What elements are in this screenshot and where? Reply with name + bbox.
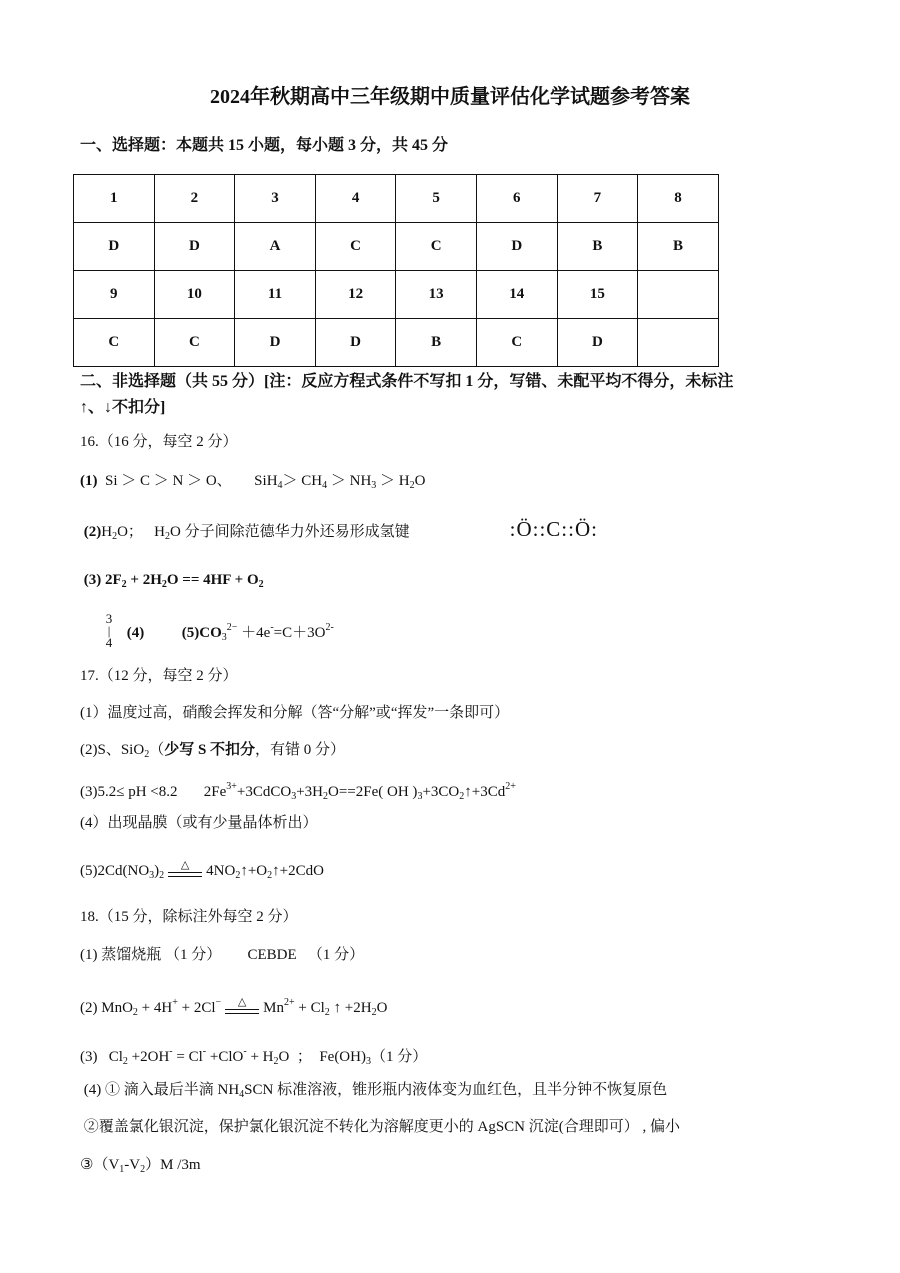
section-1-heading: 一、选择题：本题共 15 小题，每小题 3 分，共 45 分 — [80, 137, 449, 154]
question-number-cell: 5 — [396, 175, 477, 223]
question-number-cell — [638, 271, 719, 319]
answer-cell: D — [74, 223, 155, 271]
q16-heading — [80, 432, 238, 452]
question-number-cell: 9 — [74, 271, 155, 319]
text-segment: +3CdCO — [236, 784, 292, 800]
answer-cell: C — [154, 319, 235, 367]
text-segment: (5)CO — [144, 625, 222, 641]
q17-answer-2 — [80, 740, 345, 765]
question-number-cell: 14 — [476, 271, 557, 319]
text-segment: ↑+3Cd — [464, 784, 506, 800]
answer-cell: B — [557, 223, 638, 271]
question-number-cell: 10 — [154, 271, 235, 319]
answer-cell: C — [476, 319, 557, 367]
text-segment: (3)5.2≤ pH <8.2 2Fe — [80, 784, 227, 800]
q18-answer-4-3 — [80, 1155, 201, 1180]
answer-cell: D — [557, 319, 638, 367]
question-number-cell: 15 — [557, 271, 638, 319]
text-segment: ↑+2CdO — [272, 863, 324, 879]
heating-condition-sign — [225, 995, 259, 1019]
text-segment: Mn — [263, 1000, 284, 1016]
heating-condition-sign — [168, 858, 202, 882]
question-number-cell: 2 — [154, 175, 235, 223]
text-segment: (2) MnO — [80, 1000, 133, 1016]
superscript: − — [215, 997, 222, 1008]
question-number-cell: 12 — [315, 271, 396, 319]
superscript: 2+ — [283, 997, 295, 1008]
text-segment: ＞ H — [376, 473, 410, 489]
answer-cell: C — [74, 319, 155, 367]
subscript: 2 — [273, 1056, 279, 1067]
section-2-heading-cont: ↑、↓不扣分] — [80, 399, 166, 416]
text-segment: O； H — [117, 524, 166, 540]
answer-row — [74, 223, 719, 271]
superscript: + — [172, 997, 178, 1008]
subscript: 2 — [324, 1007, 330, 1018]
text-segment: ，有错 0 分） — [255, 742, 346, 758]
subscript: 4 — [322, 480, 328, 491]
superscript: - — [243, 1046, 247, 1057]
text-segment: O==2Fe( OH ) — [328, 784, 418, 800]
section-2-heading: 二、非选择题（共 55 分）[注：反应方程式条件不写扣 1 分，写错、未配平均不得分，未标注 — [80, 373, 734, 390]
subscript: 3 — [221, 632, 227, 643]
q18-answer-1 — [80, 945, 364, 965]
superscript: 3+ — [226, 781, 237, 792]
text-segment: (1) 蒸馏烧瓶 （1 分） CEBDE （1 分） — [80, 947, 365, 963]
subscript: 2 — [112, 531, 118, 542]
superscript: - — [169, 1046, 173, 1057]
text-segment: 16.（16 分，每空 2 分） — [80, 434, 238, 450]
text-segment: ③（V — [80, 1157, 120, 1173]
q17-answer-3 — [80, 777, 516, 807]
superscript: 2− — [226, 622, 238, 633]
text-segment: +3H — [296, 784, 324, 800]
question-number-cell: 13 — [396, 271, 477, 319]
text-segment: +ClO — [206, 1049, 244, 1065]
text-segment: O 分子间除范德华力外还易形成氢键 — [170, 524, 410, 540]
text-segment: ＞ NH — [327, 473, 372, 489]
text-segment: + 2Cl — [177, 1000, 216, 1016]
text-segment: +3CO — [422, 784, 460, 800]
text-segment: (4）出现晶膜（或有少量晶体析出） — [80, 815, 318, 831]
answer-cell: B — [638, 223, 719, 271]
text-segment: (4) ① 滴入最后半滴 NH — [80, 1082, 240, 1098]
text-segment: =C＋3O — [273, 625, 326, 641]
text-segment: ②覆盖氯化银沉淀，保护氯化银沉淀不转化为溶解度更小的 AgSCN 沉淀(合理即可） , 偏小 — [80, 1119, 681, 1135]
subscript: 2 — [235, 870, 241, 881]
superscript: - — [270, 622, 274, 633]
subscript: 3 — [365, 1056, 371, 1067]
subscript: 2 — [409, 480, 415, 491]
subscript: 3 — [149, 870, 155, 881]
text-segment: 18.（15 分，除标注外每空 2 分） — [80, 909, 298, 925]
double-line — [168, 872, 202, 877]
answer-cell: D — [476, 223, 557, 271]
text-segment: (5)2Cd(NO — [80, 863, 150, 879]
answer-cell — [638, 319, 719, 367]
subscript: 2 — [140, 1164, 146, 1175]
text-segment — [80, 625, 103, 641]
text-segment: （1 分） — [370, 1049, 428, 1065]
question-number-row — [74, 271, 719, 319]
text-segment: ）M /3m — [145, 1157, 201, 1173]
answer-cell: C — [315, 223, 396, 271]
text-segment: + H — [246, 1049, 274, 1065]
subscript: 4 — [239, 1089, 245, 1100]
q17-answer-1 — [80, 703, 509, 723]
q16-answer-3 — [80, 570, 264, 595]
q18-answer-2 — [80, 993, 387, 1023]
subscript: 1 — [119, 1164, 125, 1175]
subscript: 2 — [267, 870, 273, 881]
text-segment: ＋4e — [237, 625, 271, 641]
q16-answer-1 — [80, 471, 425, 496]
superscript: 2- — [325, 622, 334, 633]
answer-cell: A — [235, 223, 316, 271]
subscript: 2 — [258, 579, 264, 590]
text-segment: H — [101, 524, 113, 540]
text-segment: ↑+O — [240, 863, 268, 879]
subscript: 2 — [122, 1056, 128, 1067]
text-segment: (2) — [80, 524, 102, 540]
q18-answer-3 — [80, 1042, 427, 1072]
fraction-three-quarters: 3|4 — [101, 610, 117, 647]
subscript: 2 — [161, 579, 167, 590]
text-segment: (4) — [115, 625, 145, 641]
co2-electron-formula: :Ö::C::Ö: — [509, 517, 598, 541]
subscript: 2 — [371, 1007, 377, 1018]
text-segment: = Cl — [172, 1049, 203, 1065]
subscript: 3 — [291, 791, 297, 802]
subscript: 3 — [371, 480, 377, 491]
answer-cell: B — [396, 319, 477, 367]
q17-answer-5 — [80, 858, 324, 886]
text-segment: Si ＞ C ＞ N ＞ O、 SiH — [97, 473, 278, 489]
heat-triangle-icon: △ — [180, 858, 190, 871]
question-number-cell: 6 — [476, 175, 557, 223]
double-line — [225, 1009, 259, 1014]
text-segment: O — [414, 473, 426, 489]
text-segment: -V — [124, 1157, 141, 1173]
superscript: 2+ — [505, 781, 516, 792]
q17-heading — [80, 666, 238, 686]
question-number-cell: 11 — [235, 271, 316, 319]
q17-answer-4 — [80, 813, 318, 833]
q18-heading — [80, 907, 298, 927]
answer-cell: C — [396, 223, 477, 271]
subscript: 2 — [459, 791, 465, 802]
heat-triangle-icon: △ — [237, 995, 247, 1008]
text-segment: (1）温度过高，硝酸会挥发和分解（答“分解”或“挥发”一条即可） — [80, 705, 510, 721]
q16-answer-4-5 — [80, 610, 334, 648]
text-segment: (3) Cl — [80, 1049, 123, 1065]
subscript: 4 — [277, 480, 283, 491]
subscript: 2 — [121, 579, 127, 590]
text-segment: (2)S、SiO — [80, 742, 145, 758]
question-number-cell: 4 — [315, 175, 396, 223]
answer-table — [73, 174, 719, 367]
text-segment: 4NO — [206, 863, 236, 879]
question-number-cell: 1 — [74, 175, 155, 223]
subscript: 2 — [165, 531, 171, 542]
text-segment: ) — [154, 863, 160, 879]
q16-answer-2 — [80, 519, 598, 547]
page-title: 2024年秋期高中三年级期中质量评估化学试题参考答案 — [210, 86, 690, 108]
subscript: 2 — [159, 870, 165, 881]
question-number-cell: 3 — [235, 175, 316, 223]
text-segment: (1) — [80, 473, 98, 489]
subscript: 2 — [323, 791, 329, 802]
text-segment: O — [376, 1000, 388, 1016]
question-number-row — [74, 175, 719, 223]
text-segment: （ — [149, 742, 165, 758]
text-segment: ＞ CH — [282, 473, 323, 489]
q18-answer-4-1 — [80, 1080, 667, 1105]
superscript: - — [202, 1046, 207, 1057]
question-number-cell: 8 — [638, 175, 719, 223]
text-segment: + 4H — [137, 1000, 173, 1016]
q18-answer-4-2 — [80, 1117, 680, 1137]
text-segment: 少写 S 不扣分 — [164, 742, 256, 758]
text-segment: ↑ +2H — [329, 1000, 372, 1016]
subscript: 2 — [144, 749, 150, 760]
text-segment: + 2H — [126, 572, 162, 588]
text-segment: O ； Fe(OH) — [278, 1049, 366, 1065]
text-segment: SCN 标准溶液，锥形瓶内液体变为血红色，且半分钟不恢复原色 — [244, 1082, 668, 1098]
text-segment: O == 4HF + O — [166, 572, 259, 588]
text-segment: +2OH — [127, 1049, 170, 1065]
text-segment: (3) 2F — [80, 572, 122, 588]
answer-cell: D — [154, 223, 235, 271]
text-segment: 17.（12 分，每空 2 分） — [80, 668, 238, 684]
text-segment: + Cl — [294, 1000, 325, 1016]
answer-cell: D — [315, 319, 396, 367]
answer-row — [74, 319, 719, 367]
question-number-cell: 7 — [557, 175, 638, 223]
subscript: 2 — [132, 1007, 138, 1018]
subscript: 3 — [417, 791, 423, 802]
answer-cell: D — [235, 319, 316, 367]
